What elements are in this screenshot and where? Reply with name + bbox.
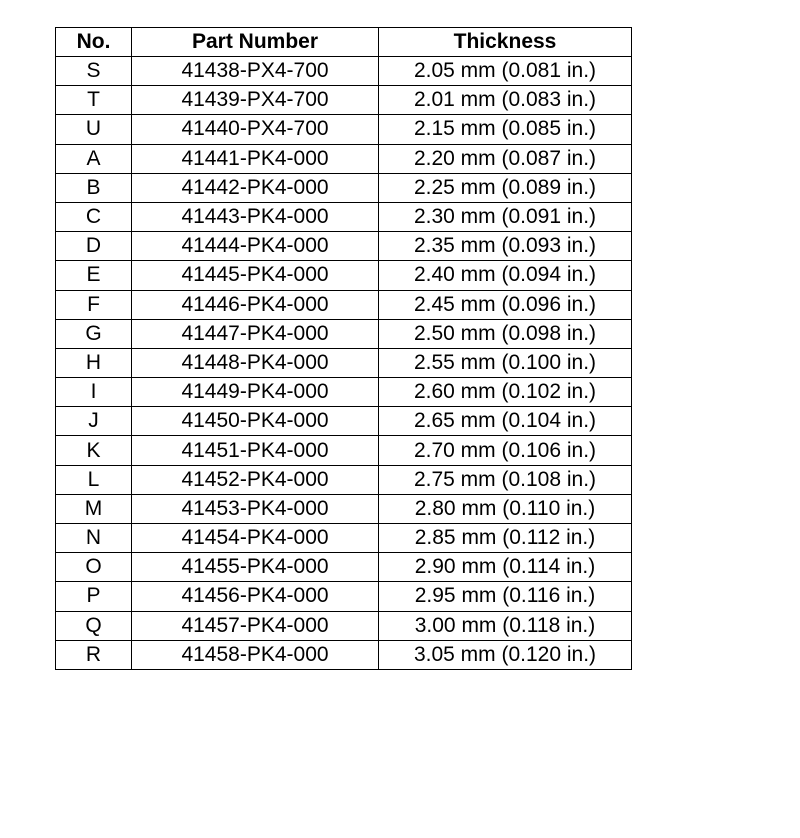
cell-no: R: [56, 640, 132, 669]
cell-no: I: [56, 378, 132, 407]
table-row: [56, 348, 632, 377]
table-row: [56, 611, 632, 640]
cell-thickness: 2.01 mm (0.083 in.): [379, 86, 632, 115]
table-row: [56, 86, 632, 115]
table-row: [56, 436, 632, 465]
cell-thickness: 2.70 mm (0.106 in.): [379, 436, 632, 465]
cell-no: H: [56, 348, 132, 377]
cell-part-number: 41457-PK4-000: [132, 611, 379, 640]
table-row: [56, 640, 632, 669]
cell-part-number: 41440-PX4-700: [132, 115, 379, 144]
cell-thickness: 2.85 mm (0.112 in.): [379, 524, 632, 553]
cell-thickness: 2.40 mm (0.094 in.): [379, 261, 632, 290]
cell-no: S: [56, 57, 132, 86]
cell-thickness: 2.65 mm (0.104 in.): [379, 407, 632, 436]
cell-no: M: [56, 494, 132, 523]
cell-part-number: 41439-PX4-700: [132, 86, 379, 115]
cell-no: U: [56, 115, 132, 144]
table-row: [56, 115, 632, 144]
cell-part-number: 41453-PK4-000: [132, 494, 379, 523]
cell-part-number: 41443-PK4-000: [132, 202, 379, 231]
cell-thickness: 3.05 mm (0.120 in.): [379, 640, 632, 669]
cell-part-number: 41456-PK4-000: [132, 582, 379, 611]
cell-thickness: 2.20 mm (0.087 in.): [379, 144, 632, 173]
cell-thickness: 2.25 mm (0.089 in.): [379, 173, 632, 202]
cell-thickness: 2.55 mm (0.100 in.): [379, 348, 632, 377]
table-row: [56, 57, 632, 86]
cell-part-number: 41449-PK4-000: [132, 378, 379, 407]
cell-part-number: 41450-PK4-000: [132, 407, 379, 436]
table-row: [56, 465, 632, 494]
cell-part-number: 41442-PK4-000: [132, 173, 379, 202]
column-header-no: No.: [56, 28, 132, 57]
cell-part-number: 41446-PK4-000: [132, 290, 379, 319]
cell-no: K: [56, 436, 132, 465]
cell-part-number: 41444-PK4-000: [132, 232, 379, 261]
cell-no: D: [56, 232, 132, 261]
cell-no: G: [56, 319, 132, 348]
parts-table: [55, 27, 632, 670]
cell-no: T: [56, 86, 132, 115]
cell-thickness: 2.05 mm (0.081 in.): [379, 57, 632, 86]
header-row: [56, 28, 632, 57]
column-header-part-number: Part Number: [132, 28, 379, 57]
cell-thickness: 2.95 mm (0.116 in.): [379, 582, 632, 611]
cell-no: J: [56, 407, 132, 436]
cell-part-number: 41455-PK4-000: [132, 553, 379, 582]
cell-no: C: [56, 202, 132, 231]
table-row: [56, 378, 632, 407]
cell-part-number: 41452-PK4-000: [132, 465, 379, 494]
cell-no: A: [56, 144, 132, 173]
cell-no: L: [56, 465, 132, 494]
cell-part-number: 41451-PK4-000: [132, 436, 379, 465]
column-header-thickness: Thickness: [379, 28, 632, 57]
table-row: [56, 553, 632, 582]
cell-thickness: 2.30 mm (0.091 in.): [379, 202, 632, 231]
table-body: [56, 57, 632, 670]
table-row: [56, 524, 632, 553]
cell-no: Q: [56, 611, 132, 640]
cell-no: P: [56, 582, 132, 611]
table-row: [56, 290, 632, 319]
cell-part-number: 41445-PK4-000: [132, 261, 379, 290]
cell-part-number: 41448-PK4-000: [132, 348, 379, 377]
table-row: [56, 407, 632, 436]
cell-thickness: 2.35 mm (0.093 in.): [379, 232, 632, 261]
cell-no: B: [56, 173, 132, 202]
cell-thickness: 2.45 mm (0.096 in.): [379, 290, 632, 319]
cell-thickness: 2.15 mm (0.085 in.): [379, 115, 632, 144]
table-row: [56, 261, 632, 290]
table-row: [56, 582, 632, 611]
cell-thickness: 2.60 mm (0.102 in.): [379, 378, 632, 407]
table-container: [55, 27, 631, 670]
table-row: [56, 319, 632, 348]
cell-thickness: 2.75 mm (0.108 in.): [379, 465, 632, 494]
cell-part-number: 41447-PK4-000: [132, 319, 379, 348]
cell-thickness: 2.50 mm (0.098 in.): [379, 319, 632, 348]
cell-no: F: [56, 290, 132, 319]
cell-thickness: 3.00 mm (0.118 in.): [379, 611, 632, 640]
cell-part-number: 41441-PK4-000: [132, 144, 379, 173]
cell-thickness: 2.80 mm (0.110 in.): [379, 494, 632, 523]
cell-part-number: 41438-PX4-700: [132, 57, 379, 86]
table-row: [56, 173, 632, 202]
table-row: [56, 202, 632, 231]
table-row: [56, 144, 632, 173]
cell-no: E: [56, 261, 132, 290]
cell-thickness: 2.90 mm (0.114 in.): [379, 553, 632, 582]
cell-part-number: 41458-PK4-000: [132, 640, 379, 669]
cell-part-number: 41454-PK4-000: [132, 524, 379, 553]
cell-no: O: [56, 553, 132, 582]
table-row: [56, 494, 632, 523]
table-row: [56, 232, 632, 261]
cell-no: N: [56, 524, 132, 553]
